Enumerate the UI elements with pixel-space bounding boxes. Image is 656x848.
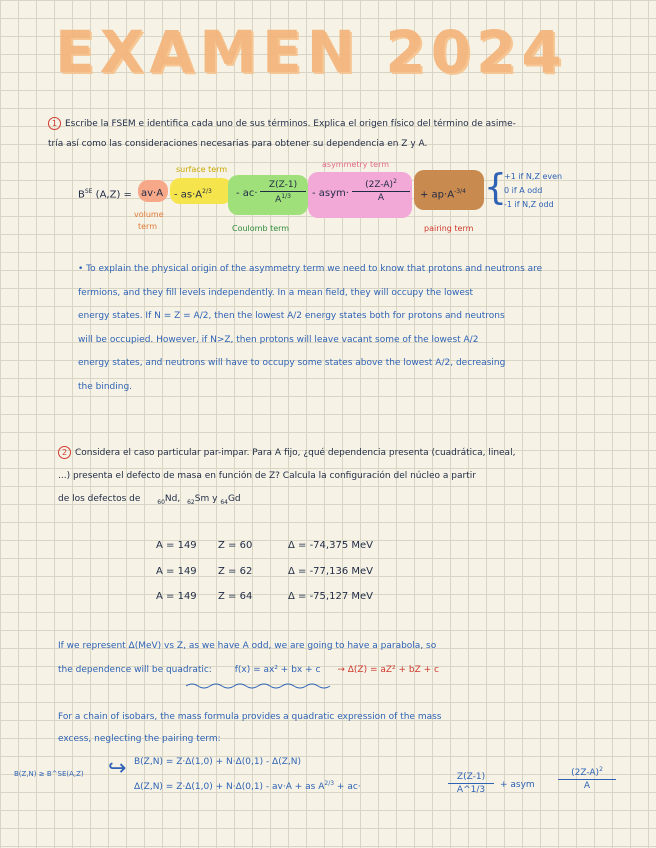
table-cell-delta: Δ = -77,136 MeV <box>288 566 373 577</box>
question-2-line-3: de los defectos de $_{60}$Nd, $_{62}$Sm y $_{64}$Gd <box>58 494 241 506</box>
answer-line: • To explain the physical origin of the asymmetry term we need to know that protons and neutrons are <box>78 264 543 274</box>
answer-line: the binding. <box>78 381 133 392</box>
question-2-answer <box>58 634 648 682</box>
question-1-answer <box>78 258 638 399</box>
equation-2-coulomb-fraction: Z(Z-1) A^1/3 <box>448 772 494 795</box>
answer-line: the dependence will be quadratic: <box>58 665 212 675</box>
table-cell-a: A = 149 <box>156 591 197 602</box>
question-2 <box>58 442 648 514</box>
answer-line: If we represent Δ(MeV) vs Z, as we have A odd, we are going to have a parabola, so <box>58 641 437 651</box>
nuclide-gd: $_{64}$Gd <box>220 494 241 506</box>
table-cell-delta: Δ = -74,375 MeV <box>288 540 373 551</box>
question-number: 1 <box>48 117 61 130</box>
equation-2-asym-fraction: $(2Z-A)^2$ A <box>558 766 616 791</box>
table-cell-a: A = 149 <box>156 540 197 551</box>
question-1-line-2: tría así como las consideraciones necesarias para obtener su dependencia en Z y A. <box>48 139 428 149</box>
equation-1: B(Z,N) = Z·Δ(1,0) + N·Δ(0,1) - Δ(Z,N) <box>134 757 301 767</box>
answer-line: For a chain of isobars, the mass formula provides a quadratic expression of the mass <box>58 712 442 722</box>
coulomb-numerator: Z(Z-1) <box>268 180 298 190</box>
pairing-term: + $ap\cdot A^{-3/4}$ <box>420 188 466 201</box>
equation-2-asym-coef: + asym <box>500 780 535 790</box>
table-cell-a: A = 149 <box>156 566 197 577</box>
brace-icon: { <box>484 167 507 208</box>
formula-lhs: $B^{SE}$ (A,Z) = <box>78 188 132 201</box>
table-row <box>156 540 373 551</box>
surface-term: - $as\cdot A^{2/3}$ <box>174 188 212 201</box>
bracket-arrow-icon: ↪ <box>108 756 127 781</box>
table-cell-delta: Δ = -75,127 MeV <box>288 591 373 602</box>
answer-line: will be occupied. However, if N>Z, then protons will leave vacant some of the lowest A/2 <box>78 334 479 345</box>
fsem-formula <box>0 0 656 250</box>
question-1-line-1: Escribe la FSEM e identifica cada uno de sus términos. Explica el origen físico del término de asime- <box>65 119 516 129</box>
side-label: B(Z,N) ≥ B^SE(A,Z) <box>14 770 84 778</box>
coulomb-coefficient: - ac· <box>236 188 258 199</box>
answer-line: excess, neglecting the pairing term: <box>58 734 221 744</box>
table-cell-z: Z = 64 <box>218 591 253 602</box>
table-cell-z: Z = 60 <box>218 540 253 551</box>
question-2-line-2: ...) presenta el defecto de masa en función de Z? Calcula la configuración del núcleo a partir <box>58 471 476 481</box>
parabola-formula: f(x) = ax² + bx + c <box>234 665 321 675</box>
answer-line: fermions, and they fill levels independently. In a mean field, they will occupy the lowest <box>78 287 474 298</box>
table-row <box>156 591 373 602</box>
table-row <box>156 566 373 577</box>
volume-term: av·A <box>141 188 164 199</box>
equation-2: Δ(Z,N) = Z·Δ(1,0) + N·Δ(0,1) - av·A + as $A^{2/3} + ac\cdot$ <box>134 780 361 792</box>
delta-quadratic-formula: → Δ(Z) = aZ² + bZ + c <box>337 665 439 675</box>
volume-term-label: volume <box>134 210 164 219</box>
pairing-condition-1: +1 if N,Z even <box>504 172 563 181</box>
volume-term-label-2: term <box>138 222 157 231</box>
pairing-condition-3: -1 if N,Z odd <box>504 200 554 209</box>
pairing-condition-2: 0 if A odd <box>504 186 543 195</box>
page-title: EXAMEN 2024 <box>55 18 567 86</box>
surface-term-label: surface term <box>176 165 228 174</box>
asymmetry-term-label: asymmetry term <box>322 160 390 169</box>
coulomb-term-label: Coulomb term <box>232 224 290 233</box>
coulomb-denominator: $A^{1/3}$ <box>275 193 291 205</box>
underline-squiggle <box>186 682 336 690</box>
coulomb-fraction <box>260 180 306 205</box>
question-2-answer-2 <box>58 706 648 750</box>
nuclide-sm: $_{62}$Sm <box>187 494 210 506</box>
asymmetry-fraction <box>352 178 410 203</box>
asymmetry-coefficient: - asym· <box>312 188 349 199</box>
answer-line: energy states. If N = Z = A/2, then the lowest A/2 energy states both for protons and neutrons <box>78 311 505 321</box>
asymmetry-denominator: A <box>377 193 385 203</box>
pairing-term-label: pairing term <box>424 224 474 233</box>
nuclide-nd: $_{60}$Nd <box>157 494 178 506</box>
asymmetry-numerator: $(2Z-A)^2$ <box>365 178 397 190</box>
question-2-line-1: Considera el caso particular par-impar. Para A fijo, ¿qué dependencia presenta (cuadrática, lineal, <box>75 448 516 458</box>
table-cell-z: Z = 62 <box>218 566 253 577</box>
question-number: 2 <box>58 446 71 459</box>
answer-line: energy states, and neutrons will have to occupy some states above the lowest A/2, decreasing <box>78 358 506 368</box>
